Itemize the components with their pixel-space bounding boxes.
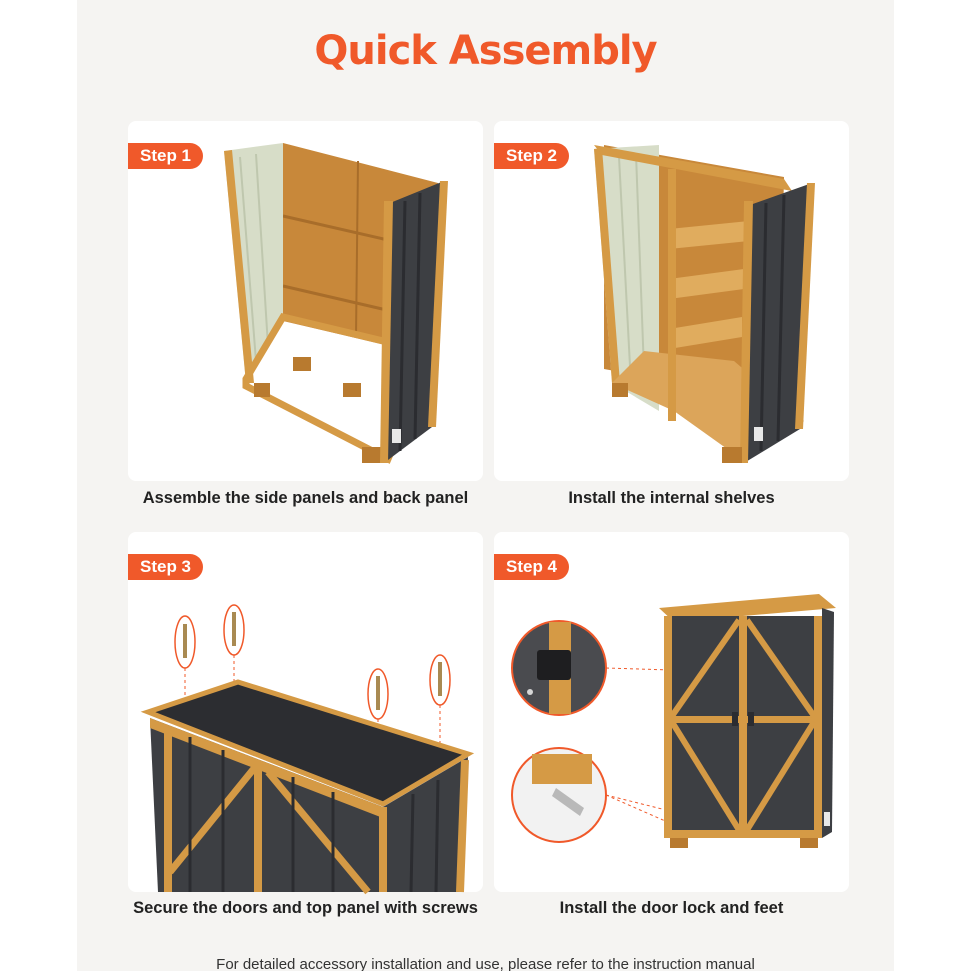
step-1-caption: Assemble the side panels and back panel: [142, 489, 469, 507]
step-4-caption: Install the door lock and feet: [559, 899, 784, 917]
step-4-card: [494, 532, 849, 892]
step-3-card: [128, 532, 483, 892]
step-4-badge: Step 4: [494, 554, 569, 580]
page-title: Quick Assembly: [314, 28, 657, 74]
step-2-badge: Step 2: [494, 143, 569, 169]
step-3-illustration: [128, 532, 483, 892]
step-1-badge: Step 1: [128, 143, 203, 169]
instruction-footnote: For detailed accessory installation and use, please refer to the instruction manual: [216, 956, 755, 971]
step-1-card: [128, 121, 483, 481]
step-2-illustration: [494, 121, 849, 481]
step-3-badge: Step 3: [128, 554, 203, 580]
assembly-infographic: [77, 0, 894, 971]
step-2-caption: Install the internal shelves: [568, 489, 775, 507]
step-1-illustration: [128, 121, 483, 481]
step-3-caption: Secure the doors and top panel with screws: [133, 899, 478, 917]
step-2-card: [494, 121, 849, 481]
step-4-illustration: [494, 532, 849, 892]
